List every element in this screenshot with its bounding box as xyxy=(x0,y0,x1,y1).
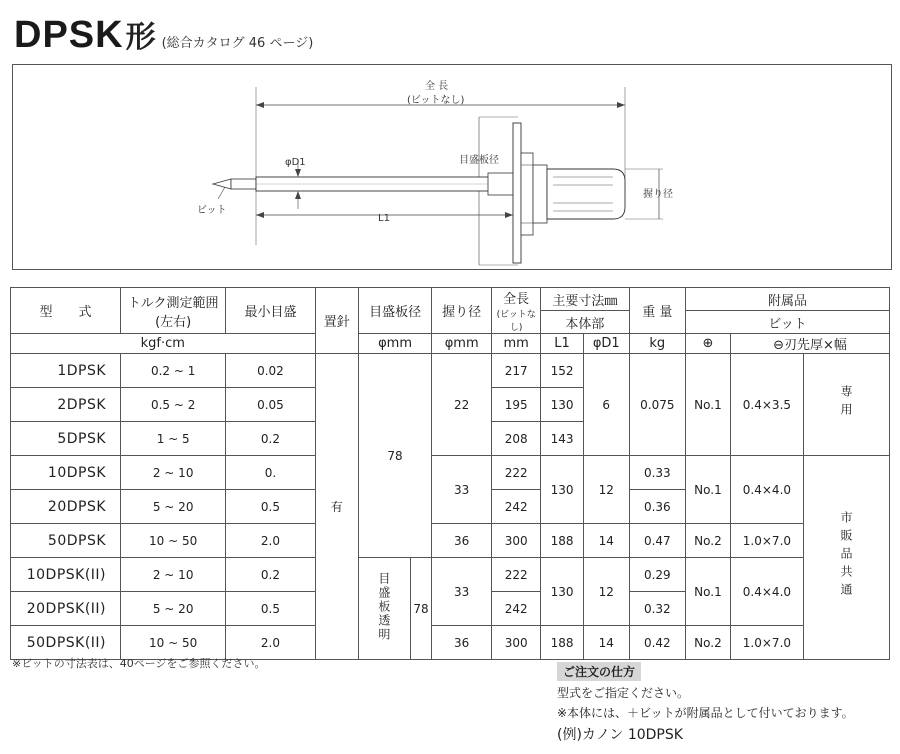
header-main-dims: 主要寸法㎜ xyxy=(541,288,629,311)
cell-total: 300 xyxy=(492,626,541,660)
phi-d1-label: φD1 xyxy=(285,157,306,168)
cell-grip-33a: 33 xyxy=(432,456,492,524)
header-model: 型 式 xyxy=(11,288,121,334)
cell-weight: 0.33 xyxy=(629,456,685,490)
header-body: 本体部 xyxy=(541,311,629,334)
header-weight: 重 量 xyxy=(629,288,685,334)
cell-range: 1 ~ 5 xyxy=(121,422,226,456)
cell-total: 217 xyxy=(492,354,541,388)
order-line-1: 型式をご指定ください。 xyxy=(557,686,690,700)
header-l1: L1 xyxy=(541,334,584,354)
cell-l1: 130 xyxy=(541,388,584,422)
table-row xyxy=(11,456,890,490)
order-section xyxy=(557,661,887,744)
header-unit-kgfcm: kgf·cm xyxy=(11,334,316,354)
header-plus: ⊕ xyxy=(685,334,730,354)
cell-minus-b: 0.4×4.0 xyxy=(730,456,803,524)
header-kg: kg xyxy=(629,334,685,354)
cell-model: 1DPSK xyxy=(11,354,121,388)
bit-label: ビット xyxy=(197,205,227,216)
cell-model: 50DPSK(II) xyxy=(11,626,121,660)
total-length-note: (ビットなし) xyxy=(407,95,465,106)
cell-l1-130b: 130 xyxy=(541,558,584,626)
cell-minus-c: 0.4×4.0 xyxy=(730,558,803,626)
cell-range: 2 ~ 10 xyxy=(121,456,226,490)
table-row xyxy=(11,558,890,592)
header-minus: ⊖刃先厚×幅 xyxy=(730,334,889,354)
header-accessories: 附属品 xyxy=(685,288,889,311)
header-phi-mm: φmm xyxy=(358,334,431,354)
table-row xyxy=(11,354,890,388)
cell-l1-130a: 130 xyxy=(541,456,584,524)
product-diagram xyxy=(12,64,892,270)
model-suffix: 形 xyxy=(125,20,156,55)
cell-min-scale: 0.02 xyxy=(226,354,315,388)
dial-diameter-label: 目盛板径 xyxy=(459,155,499,166)
cell-range: 10 ~ 50 xyxy=(121,626,226,660)
cell-weight: 0.29 xyxy=(629,558,685,592)
header-total-length-note: (ビットなし) xyxy=(496,310,536,333)
order-line-2: ※本体には、＋ビットが附属品として付いております。 xyxy=(557,706,854,720)
order-heading: ご注文の仕方 xyxy=(557,662,641,681)
cell-total: 242 xyxy=(492,592,541,626)
cell-model: 20DPSK xyxy=(11,490,121,524)
cell-dial-78: 78 xyxy=(358,354,431,558)
cell-min-scale: 2.0 xyxy=(226,524,315,558)
spec-table xyxy=(10,287,890,660)
cell-min-scale: 0. xyxy=(226,456,315,490)
cell-dial-clear-78: 78 xyxy=(410,558,431,660)
cell-plus: No.2 xyxy=(685,626,730,660)
header-total-length-text: 全長 xyxy=(503,292,530,307)
cell-weight: 0.36 xyxy=(629,490,685,524)
cell-total: 222 xyxy=(492,558,541,592)
cell-total: 195 xyxy=(492,388,541,422)
cell-d1-6: 6 xyxy=(583,354,629,456)
cell-weight-0075: 0.075 xyxy=(629,354,685,456)
cell-d1-12b: 12 xyxy=(583,558,629,626)
cell-grip: 36 xyxy=(432,626,492,660)
cell-weight: 0.47 xyxy=(629,524,685,558)
cell-model: 2DPSK xyxy=(11,388,121,422)
cell-l1: 188 xyxy=(541,524,584,558)
header-phi-mm-grip: φmm xyxy=(432,334,492,354)
cell-l1: 143 xyxy=(541,422,584,456)
cell-d1-12a: 12 xyxy=(583,456,629,524)
bit-size-note: ※ビットの寸法表は、40ページをご参照ください。 xyxy=(12,657,266,670)
common-text: 市販品共通 xyxy=(838,511,853,601)
cell-total: 300 xyxy=(492,524,541,558)
cell-grip-33b: 33 xyxy=(432,558,492,626)
page-title xyxy=(14,12,313,57)
cell-plus-no1b: No.1 xyxy=(685,456,730,524)
cell-plus: No.2 xyxy=(685,524,730,558)
cell-weight: 0.32 xyxy=(629,592,685,626)
header-mm: mm xyxy=(492,334,541,354)
cell-d1: 14 xyxy=(583,524,629,558)
cell-plus-no1c: No.1 xyxy=(685,558,730,626)
l1-label: L1 xyxy=(378,213,390,224)
cell-exclusive xyxy=(803,354,889,456)
exclusive-text: 専用 xyxy=(838,385,853,421)
header-bit: ビット xyxy=(685,311,889,334)
header-min-scale: 最小目盛 xyxy=(226,288,315,334)
header-dial-dia: 目盛板径 xyxy=(358,288,431,334)
catalog-reference: (総合カタログ 46 ページ) xyxy=(161,36,314,51)
table-row xyxy=(11,524,890,558)
cell-range: 5 ~ 20 xyxy=(121,490,226,524)
cell-min-scale: 0.5 xyxy=(226,490,315,524)
header-total-length xyxy=(492,288,541,334)
cell-l1: 152 xyxy=(541,354,584,388)
cell-range: 10 ~ 50 xyxy=(121,524,226,558)
cell-min-scale: 0.2 xyxy=(226,558,315,592)
cell-total: 222 xyxy=(492,456,541,490)
cell-grip: 36 xyxy=(432,524,492,558)
cell-model: 10DPSK(II) xyxy=(11,558,121,592)
cell-l1: 188 xyxy=(541,626,584,660)
cell-min-scale: 0.05 xyxy=(226,388,315,422)
cell-min-scale: 0.5 xyxy=(226,592,315,626)
cell-model: 5DPSK xyxy=(11,422,121,456)
order-example: (例)カノン 10DPSK xyxy=(557,727,683,743)
cell-minus: 1.0×7.0 xyxy=(730,626,803,660)
cell-model: 50DPSK xyxy=(11,524,121,558)
model-name: DPSK xyxy=(14,14,124,56)
cell-range: 0.2 ~ 1 xyxy=(121,354,226,388)
cell-d1: 14 xyxy=(583,626,629,660)
header-grip-dia: 握り径 xyxy=(432,288,492,334)
cell-range: 2 ~ 10 xyxy=(121,558,226,592)
cell-range: 0.5 ~ 2 xyxy=(121,388,226,422)
cell-min-scale: 0.2 xyxy=(226,422,315,456)
total-length-label: 全 長 xyxy=(425,81,449,92)
cell-grip-22: 22 xyxy=(432,354,492,456)
cell-model: 10DPSK xyxy=(11,456,121,490)
cell-range: 5 ~ 20 xyxy=(121,592,226,626)
grip-diameter-label: 握り径 xyxy=(643,189,673,200)
cell-minus: 1.0×7.0 xyxy=(730,524,803,558)
dial-clear-text: 目盛板透明 xyxy=(376,572,391,642)
cell-total: 208 xyxy=(492,422,541,456)
cell-plus-no1a: No.1 xyxy=(685,354,730,456)
cell-common xyxy=(803,456,889,660)
cell-needle: 有 xyxy=(315,354,358,660)
cell-weight: 0.42 xyxy=(629,626,685,660)
header-phi-d1: φD1 xyxy=(583,334,629,354)
cell-model: 20DPSK(II) xyxy=(11,592,121,626)
header-needle: 置針 xyxy=(315,288,358,354)
cell-min-scale: 2.0 xyxy=(226,626,315,660)
cell-total: 242 xyxy=(492,490,541,524)
header-torque-range: トルク測定範囲(左右) xyxy=(121,288,226,334)
cell-minus-a: 0.4×3.5 xyxy=(730,354,803,456)
cell-dial-clear xyxy=(358,558,410,660)
